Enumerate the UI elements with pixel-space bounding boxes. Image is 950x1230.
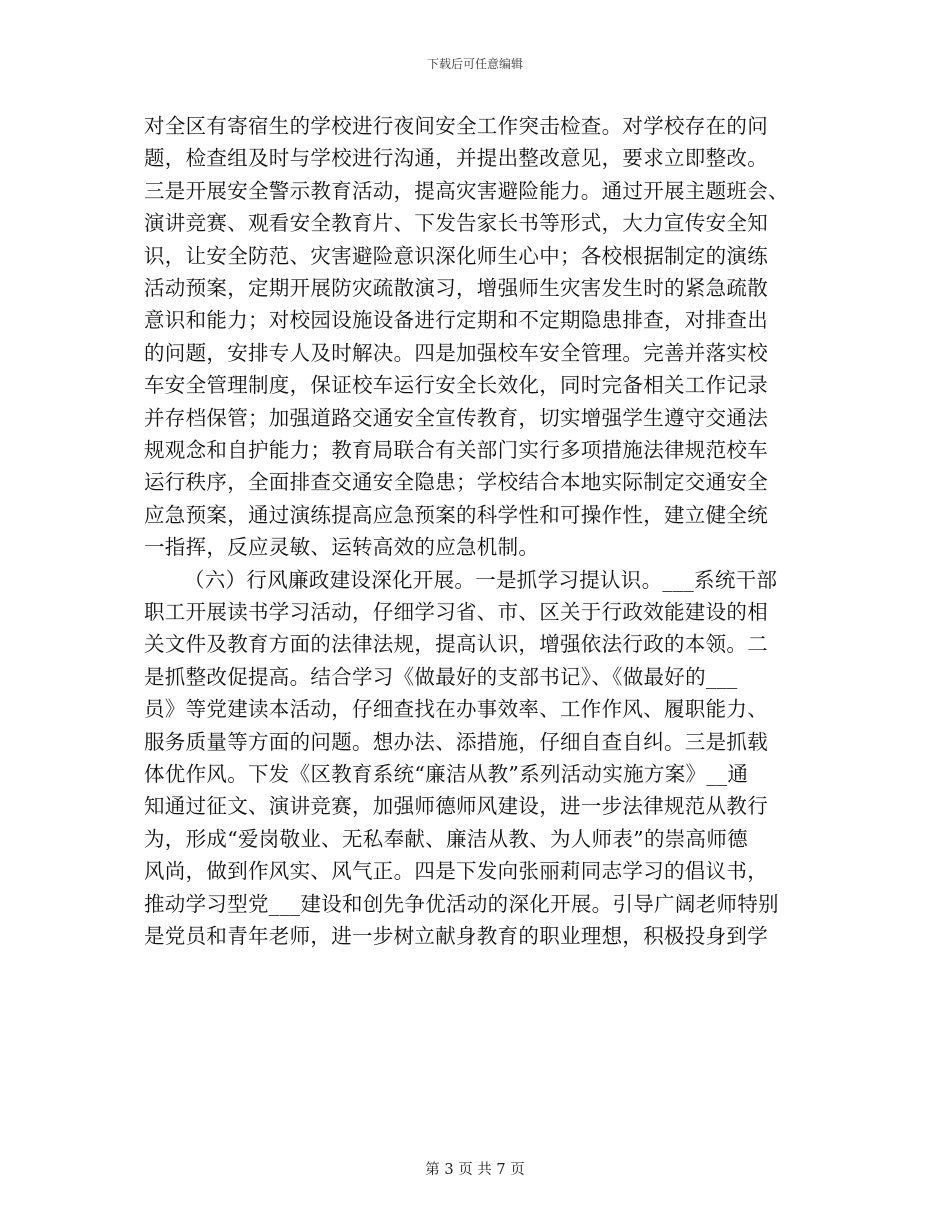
text-line: 意识和能力；对校园设施设备进行定期和不定期隐患排查，对排查出 — [144, 308, 768, 333]
text-line: 关文件及教育方面的法律法规，提高认识，增强依法行政的本领。二 — [144, 632, 768, 657]
text-line: 服务质量等方面的问题。想办法、添措施，仔细自查自纠。三是抓载 — [144, 729, 768, 754]
text-line: 车安全管理制度，保证校车运行安全长效化，同时完备相关工作记录 — [144, 373, 768, 398]
text-line: 是党员和青年老师，进一步树立献身教育的职业理想，积极投身到学 — [144, 924, 768, 948]
text-line: 运行秩序，全面排查交通安全隐患；学校结合本地实际制定交通安全 — [144, 470, 768, 495]
text-line: 识，让安全防范、灾害避险意识深化师生心中；各校根据制定的演练 — [144, 243, 768, 268]
text-line: 员》等党建读本活动，仔细查找在办事效率、工作作风、履职能力、 — [144, 697, 768, 722]
text-line: 活动预案，定期开展防灾疏散演习，增强师生灾害发生时的紧急疏散 — [144, 276, 768, 300]
text-line: 应急预案，通过演练提高应急预案的科学性和可操作性，建立健全统 — [144, 502, 768, 527]
text-line: 知通过征文、演讲竞赛，加强师德师风建设，进一步法律规范从教行 — [144, 794, 768, 819]
text-line: 题，检查组及时与学校进行沟通，并提出整改意见，要求立即整改。 — [144, 146, 768, 171]
text-line: 为，形成“爱岗敬业、无私奉献、廉洁从教、为人师表”的崇高师德 — [144, 826, 748, 851]
text-line: 风尚，做到作风实、风气正。四是下发向张丽莉同志学习的倡议书， — [144, 859, 768, 884]
text-line: 演讲竞赛、观看安全教育片、下发告家长书等形式，大力宣传安全知 — [144, 211, 768, 236]
text-line: 一指挥，反应灵敏、运转高效的应急机制。 — [144, 535, 540, 560]
text-line: 规观念和自护能力；教育局联合有关部门实行多项措施法律规范校车 — [144, 438, 768, 462]
page-footer: 第 3 页 共 7 页 — [425, 1162, 525, 1178]
text-line: 三是开展安全警示教育活动，提高灾害避险能力。通过开展主题班会、 — [144, 178, 789, 203]
text-line: 职工开展读书学习活动，仔细学习省、市、区关于行政效能建设的相 — [144, 600, 768, 624]
text-line: （六）行风廉政建设深化开展。一是抓学习提认识。___系统干部 — [184, 567, 778, 592]
page-header: 下载后可任意编辑 — [426, 57, 523, 71]
text-line: 体优作风。下发《区教育系统“廉洁从教”系列活动实施方案》__通 — [144, 762, 749, 786]
text-line: 对全区有寄宿生的学校进行夜间安全工作突击检查。对学校存在的问 — [144, 114, 768, 138]
text-line: 推动学习型党___建设和创先争优活动的深化开展。引导广阔老师特别 — [144, 891, 779, 916]
text-line: 是抓整改促提高。结合学习《做最好的支部书记》、《做最好的___ — [144, 664, 738, 689]
text-line: 并存档保管；加强道路交通安全宣传教育，切实增强学生遵守交通法 — [144, 405, 768, 430]
text-line: 的问题，安排专人及时解决。四是加强校车安全管理。完善并落实校 — [144, 340, 768, 365]
